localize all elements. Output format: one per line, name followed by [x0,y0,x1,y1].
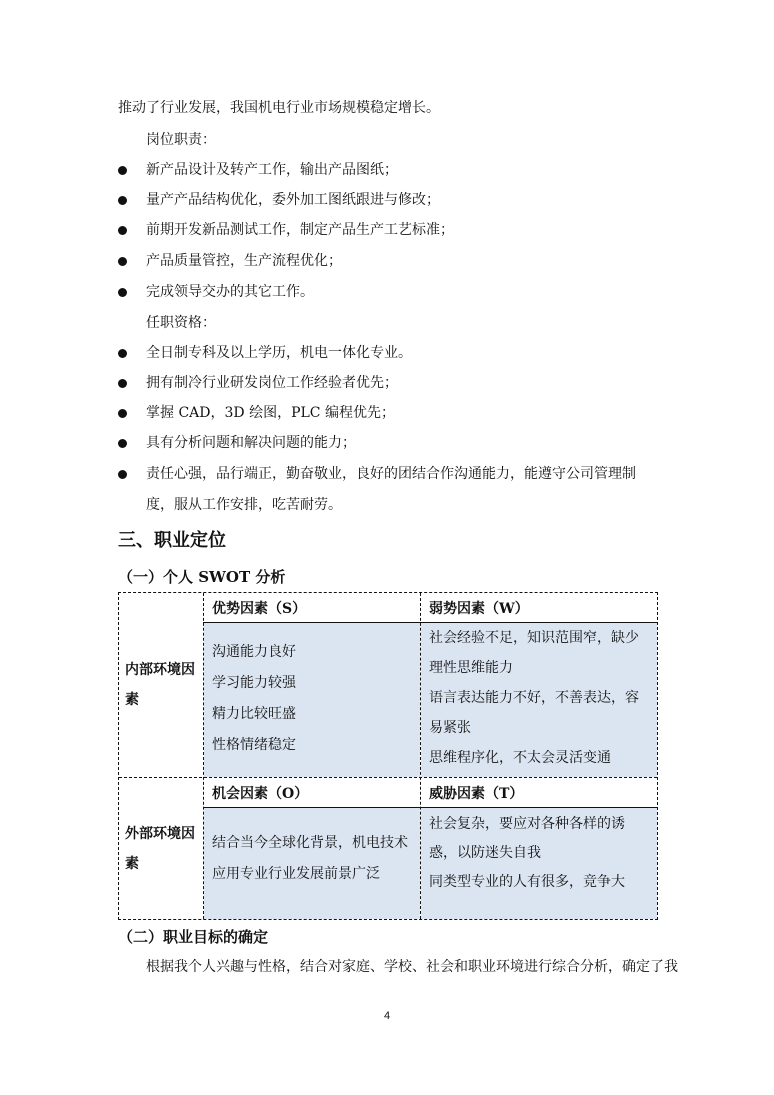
bullet-icon [118,439,127,448]
bullet-icon [118,257,127,266]
list-item-text: 拥有制冷行业研发岗位工作经验者优先； [146,375,398,391]
bullet-icon [118,166,127,175]
opportunities-cell [204,808,420,919]
bullet-icon [118,226,127,235]
threat-item: 社会复杂，要应对各种各样的诱惑，以防迷失自我 [429,816,625,861]
list-item-text: 量产产品结构优化，委外加工图纸跟进与修改； [146,192,440,208]
bullet-icon [118,349,127,358]
bullet-icon [118,288,127,297]
bullet-icon [118,409,127,418]
list-item-text: 完成领导交办的其它工作。 [146,284,314,300]
bullet-icon [118,470,127,479]
threat-item: 同类型专业的人有很多，竞争大 [429,874,625,890]
subsection-heading: （一）个人 SWOT 分析 [118,568,286,586]
strength-item: 学习能力较强 [212,675,296,691]
qualifications-heading: 任职资格： [146,315,216,331]
swot-table [118,592,658,920]
bullet-icon [118,379,127,388]
list-item-text: 前期开发新品测试工作，制定产品生产工艺标准； [146,222,454,238]
page-number: 4 [383,1010,391,1022]
weakness-item: 社会经验不足，知识范围窄，缺少理性思维能力 [429,630,639,676]
strengths-cell [204,623,420,777]
weakness-item: 思维程序化，不太会灵活变通 [429,750,611,766]
list-item-text: 责任心强，品行端正，勤奋敬业，良好的团结合作沟通能力，能遵守公司管理制度，服从工作安排，吃苦耐劳。 [146,466,636,513]
internal-factors-label [119,593,203,777]
list-item-text: 具有分析问题和解决问题的能力； [146,435,356,451]
list-item-text: 新产品设计及转产工作，输出产品图纸； [146,162,398,178]
threats-header: 威胁因素（T） [421,778,657,807]
subsection-heading: （二）职业目标的确定 [118,928,269,946]
strength-item: 沟通能力良好 [212,644,296,660]
closing-paragraph: 根据我个人兴趣与性格，结合对家庭、学校、社会和职业环境进行综合分析，确定了我 [146,959,678,975]
list-item-text: 产品质量管控，生产流程优化； [146,253,342,269]
section-heading: 三、职业定位 [118,530,226,551]
strength-item: 性格情绪稳定 [212,737,296,753]
weaknesses-header: 弱势因素（W） [421,593,657,622]
list-item-text: 全日制专科及以上学历，机电一体化专业。 [146,345,412,361]
threats-cell [421,808,657,919]
external-factors-label [119,778,203,919]
weaknesses-cell [421,623,657,777]
opportunity-item: 结合当今全球化背景，机电技术应用专业行业发展前景广泛 [212,835,408,882]
external-factors-text: 外部环境因素 [125,825,195,872]
list-item-text: 掌握 CAD，3D 绘图，PLC 编程优先； [146,405,395,421]
bullet-icon [118,196,127,205]
opportunities-header: 机会因素（O） [204,778,420,807]
internal-factors-text: 内部环境因素 [125,662,195,708]
intro-paragraph: 推动了行业发展，我国机电行业市场规模稳定增长。 [118,100,440,116]
duties-heading: 岗位职责： [146,132,216,148]
strengths-header: 优势因素（S） [204,593,420,622]
strength-item: 精力比较旺盛 [212,706,296,722]
weakness-item: 语言表达能力不好，不善表达，容易紧张 [429,690,639,736]
